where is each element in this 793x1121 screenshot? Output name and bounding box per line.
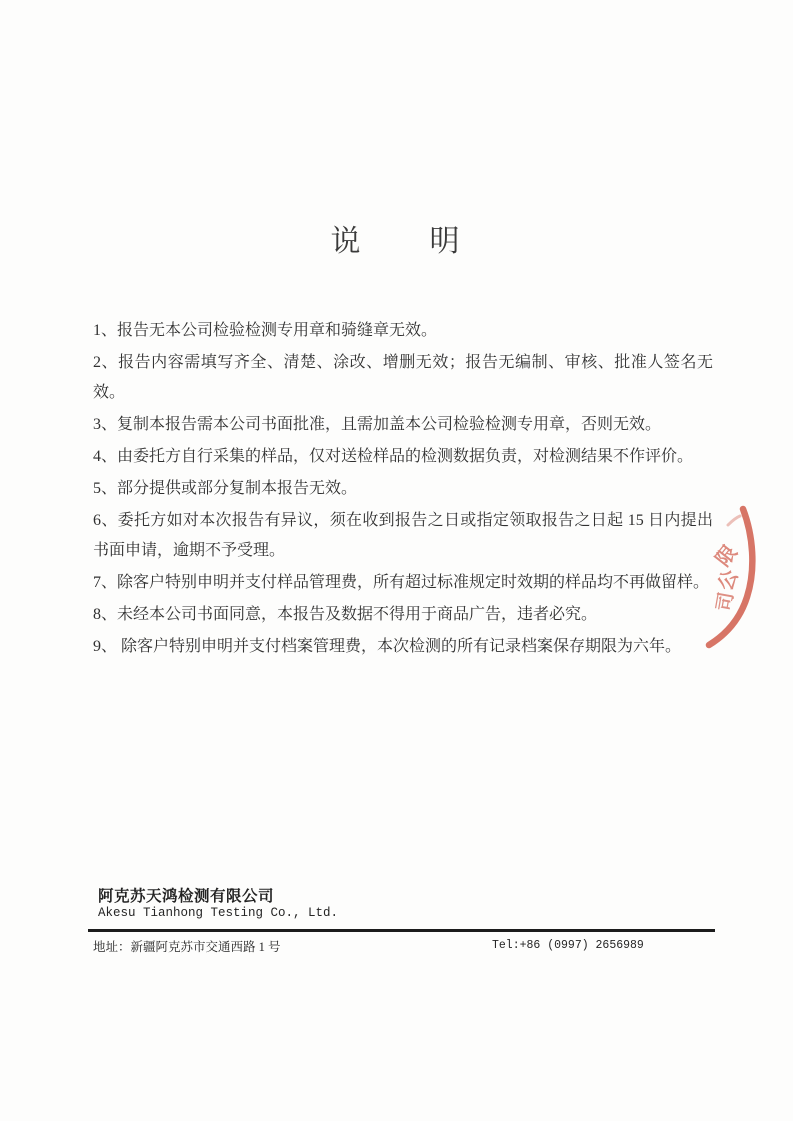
stamp-char-3: 司 bbox=[713, 590, 738, 613]
footer-divider bbox=[88, 929, 715, 932]
stamp-char-1: 限 bbox=[712, 541, 742, 571]
note-item-8: 8、未经本公司书面同意，本报告及数据不得用于商品广告，违者必究。 bbox=[93, 606, 598, 623]
note-item-4: 4、由委托方自行采集的样品，仅对送检样品的检测数据负责，对检测结果不作评价。 bbox=[93, 448, 694, 465]
note-item-3: 3、复制本报告需本公司书面批准，且需加盖本公司检验检测专用章，否则无效。 bbox=[93, 416, 662, 433]
company-telephone: Tel:+86 (0997) 2656989 bbox=[492, 939, 644, 952]
note-item-6: 6、委托方如对本次报告有异议，须在收到报告之日或指定领取报告之日起 15 日内提出书面申请，逾期不予受理。 bbox=[93, 512, 713, 559]
red-seal-stamp bbox=[700, 493, 793, 663]
note-item-5: 5、部分提供或部分复制本报告无效。 bbox=[93, 480, 358, 497]
note-item-7: 7、除客户特别申明并支付样品管理费，所有超过标准规定时效期的样品均不再做留样。 bbox=[93, 574, 710, 591]
note-item-2: 2、报告内容需填写齐全、清楚、涂改、增删无效；报告无编制、审核、批准人签名无效。 bbox=[93, 354, 713, 401]
company-address: 地址：新疆阿克苏市交通西路 1 号 bbox=[93, 940, 281, 954]
page-title: 说 明 bbox=[330, 225, 463, 258]
notes-list bbox=[93, 316, 713, 664]
company-name-cn: 阿克苏天鸿检测有限公司 bbox=[98, 888, 275, 905]
company-name-en: Akesu Tianhong Testing Co., Ltd. bbox=[98, 906, 339, 920]
note-item-9: 9、 除客户特别申明并支付档案管理费，本次检测的所有记录档案保存期限为六年。 bbox=[93, 638, 682, 655]
red-seal-arc-icon bbox=[700, 493, 793, 663]
note-item-1: 1、报告无本公司检验检测专用章和骑缝章无效。 bbox=[93, 322, 438, 339]
stamp-char-2: 公 bbox=[714, 566, 743, 595]
